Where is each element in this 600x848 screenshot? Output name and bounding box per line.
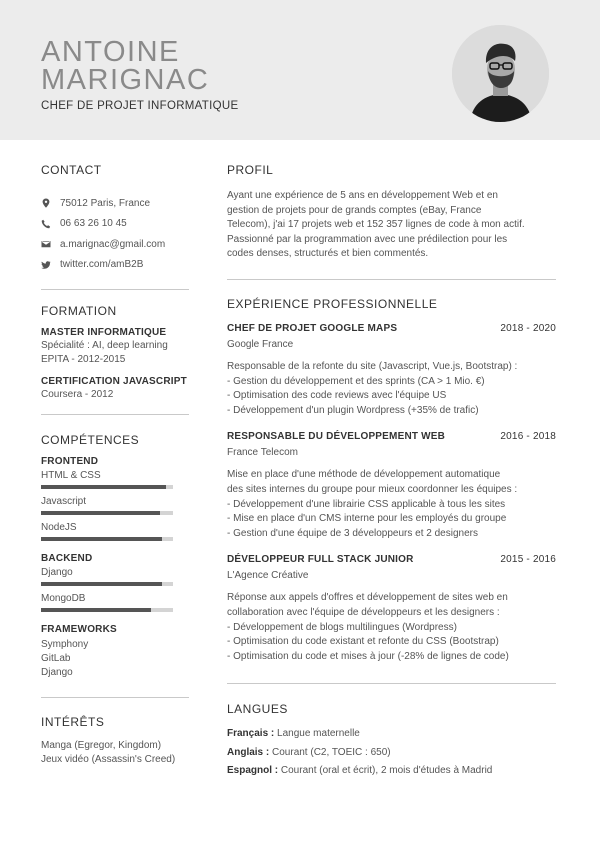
skill-bar-fill — [41, 608, 151, 612]
skill-label: Javascript — [41, 496, 87, 507]
job-title: CHEF DE PROJET INFORMATIQUE — [41, 100, 239, 112]
language-name: Espagnol : — [227, 765, 279, 777]
contact-twitter-text[interactable]: twitter.com/amB2B — [60, 259, 144, 271]
profil-line: codes denses, structurés et bien commentés. — [227, 248, 429, 260]
language-item — [227, 762, 556, 781]
profile-photo — [452, 25, 549, 122]
language-item — [227, 744, 556, 763]
phone-icon — [41, 219, 51, 229]
profil-line: Telecom), j'ai 17 projets web et 152 357 lignes de code à mon actif. — [227, 219, 525, 231]
language-level: Courant (oral et écrit), 2 mois d'études à Madrid — [278, 765, 493, 777]
profil-text — [227, 189, 556, 262]
first-name: ANTOINE — [41, 36, 180, 68]
job-dates: 2015 - 2016 — [500, 554, 556, 566]
contact-phone-text: 06 63 26 10 45 — [60, 218, 127, 230]
language-name: Anglais : — [227, 746, 270, 758]
job-role: RESPONSABLE DU DÉVELOPPEMENT WEB — [227, 431, 446, 443]
langues-title: LANGUES — [227, 702, 288, 717]
job-company: France Telecom — [227, 447, 298, 459]
job-entry — [227, 431, 556, 541]
skill-bar-fill — [41, 485, 166, 489]
framework-item: Django — [41, 667, 73, 678]
job-line: - Optimisation du code et mises à jour (-28% de lignes de code) — [227, 650, 509, 662]
skill-label: NodeJS — [41, 522, 77, 533]
contact-twitter — [41, 255, 189, 276]
job-header — [227, 323, 556, 334]
framework-item: GitLab — [41, 653, 71, 664]
skill-label: MongoDB — [41, 593, 86, 604]
job-entry — [227, 323, 556, 418]
skill-bar — [41, 582, 173, 586]
formation-degree: CERTIFICATION JAVASCRIPT — [41, 376, 187, 387]
contact-email — [41, 234, 189, 255]
portrait-icon — [452, 25, 549, 122]
frontend-title: FRONTEND — [41, 456, 99, 467]
job-line: - Développement d'une librairie CSS applicable à tous les sites — [227, 498, 506, 510]
profil-line: Ayant une expérience de 5 ans en développement Web et en — [227, 190, 498, 201]
skill-item — [41, 592, 189, 612]
candidate-name — [41, 38, 209, 94]
right-column — [227, 163, 556, 781]
language-name: Français : — [227, 728, 275, 740]
formation-detail: Spécialité : AI, deep learning — [41, 340, 168, 351]
experience-title: EXPÉRIENCE PROFESSIONNELLE — [227, 296, 438, 311]
job-role: DÉVELOPPEUR FULL STACK JUNIOR — [227, 554, 414, 566]
formation-detail: EPITA - 2012-2015 — [41, 354, 126, 365]
job-line: - Optimisation du code existant et refonte du CSS (Bootstrap) — [227, 636, 499, 648]
framework-item: Symphony — [41, 639, 89, 650]
contact-title: CONTACT — [41, 163, 102, 177]
twitter-icon — [41, 260, 51, 270]
interet-item: Jeux vidéo (Assassin's Creed) — [41, 754, 176, 765]
formation-detail: Coursera - 2012 — [41, 389, 114, 400]
last-name: MARIGNAC — [41, 64, 210, 96]
contact-email-text[interactable]: a.marignac@gmail.com — [60, 238, 166, 250]
job-line: Mise en place d'une méthode de développement automatique — [227, 469, 501, 481]
job-line: Réponse aux appels d'offres et développement de sites web en — [227, 592, 508, 604]
job-line: Responsable de la refonte du site (Javascript, Vue.js, Bootstrap) : — [227, 360, 518, 372]
interet-item: Manga (Egregor, Kingdom) — [41, 740, 162, 751]
job-company: L'Agence Créative — [227, 570, 309, 582]
job-line: des sites internes du groupe pour mieux coordonner les équipes : — [227, 483, 518, 495]
formation-item — [41, 327, 189, 367]
skill-item — [41, 469, 189, 489]
job-header — [227, 431, 556, 442]
formation-title: FORMATION — [41, 304, 117, 318]
skill-bar — [41, 511, 173, 515]
skill-bar-fill — [41, 537, 162, 541]
frameworks-title: FRAMEWORKS — [41, 624, 117, 635]
job-company: Google France — [227, 338, 294, 350]
skill-label: Django — [41, 567, 73, 578]
profil-line: Passionné par la programmation avec une prédilection pour les — [227, 233, 508, 245]
job-line: - Gestion d'une équipe de 3 développeurs et 2 designers — [227, 527, 478, 539]
skill-label: HTML & CSS — [41, 470, 101, 481]
skill-item — [41, 521, 189, 541]
language-level: Langue maternelle — [274, 728, 360, 740]
skill-bar — [41, 537, 173, 541]
left-column — [41, 163, 189, 767]
formation-item — [41, 376, 189, 402]
job-line: - Mise en place d'un CMS interne pour les employés du groupe — [227, 513, 507, 525]
contact-address-text: 75012 Paris, France — [60, 197, 151, 209]
language-item — [227, 725, 556, 744]
job-role: CHEF DE PROJET GOOGLE MAPS — [227, 322, 398, 334]
job-line: - Optimisation des code reviews avec l'équipe US — [227, 390, 447, 402]
location-pin-icon — [41, 198, 51, 208]
mail-icon — [41, 239, 51, 249]
skill-bar — [41, 485, 173, 489]
backend-title: BACKEND — [41, 553, 93, 564]
contact-address — [41, 193, 189, 214]
skill-bar-fill — [41, 582, 162, 586]
language-level: Courant (C2, TOEIC : 650) — [269, 746, 391, 758]
job-dates: 2018 - 2020 — [500, 322, 556, 334]
job-header — [227, 554, 556, 565]
skill-item — [41, 566, 189, 586]
interets-title: INTÉRÊTS — [41, 715, 105, 729]
skill-bar — [41, 608, 173, 612]
job-line: - Développement d'un plugin Wordpress (+35% de trafic) — [227, 404, 479, 416]
job-line: - Développement de blogs multilingues (Wordpress) — [227, 621, 457, 633]
formation-degree: MASTER INFORMATIQUE — [41, 327, 167, 338]
header-band — [0, 0, 600, 140]
profil-title: PROFIL — [227, 163, 274, 177]
contact-phone — [41, 214, 189, 235]
job-line: collaboration avec l'équipe de développeurs et les designers : — [227, 606, 500, 618]
competences-title: COMPÉTENCES — [41, 433, 140, 447]
job-line: - Gestion du développement et des sprints (CA > 1 Mio. €) — [227, 375, 485, 387]
skill-item — [41, 495, 189, 515]
job-dates: 2016 - 2018 — [500, 431, 556, 443]
job-entry — [227, 554, 556, 664]
skill-bar-fill — [41, 511, 160, 515]
profil-line: gestion de projets pour de grands comptes (eBay, France — [227, 204, 482, 216]
